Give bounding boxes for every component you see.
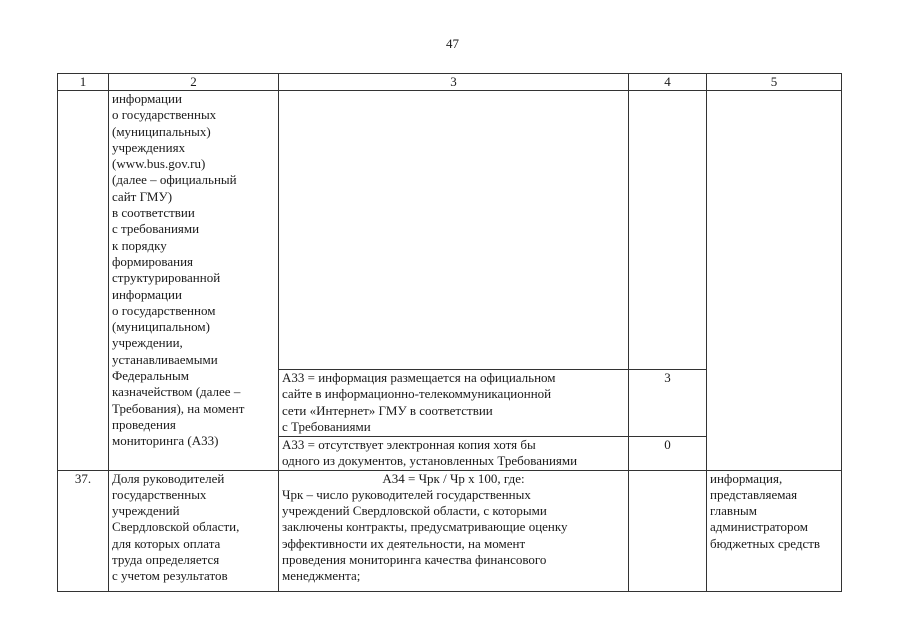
row36-number-cell <box>58 91 109 471</box>
row36-score-empty <box>629 91 707 370</box>
header-col-5: 5 <box>707 74 842 91</box>
row37-formula: А34 = Чрк / Чр х 100, где: <box>382 470 525 486</box>
row36-criterion-1: А33 = информация размещается на официальном сайте в информационно-телекоммуникационной сети «Интернет» ГМУ в соответствии с Требованиями <box>279 370 629 437</box>
row37-number: 37. <box>58 470 109 591</box>
row37-formula-explanation: Чрк – число руководителей государственных учреждений Свердловской области, с которыми заключены контракты, предусматривающие оценку эффективности их деятельности, на момент проведения мониторинга качества финансового менеджмента; <box>282 486 568 584</box>
header-col-2: 2 <box>109 74 279 91</box>
row36-source-cell <box>707 91 842 471</box>
row36-indicator-description: информации о государственных (муниципальных) учреждениях (www.bus.gov.ru) (далее – официальный сайт ГМУ) в соответствии с требованиями к порядку формирования структурированной информации о государственном (муниципальном) учреждении, устанавливаемыми Федеральным казначейством (далее – Требования), на момент проведения мониторинга (А33) <box>109 91 279 471</box>
row37-criteria-cell <box>279 470 629 591</box>
row37-indicator-description: Доля руководителей государственных учреждений Свердловской области, для которых оплата труда определяется с учетом результатов <box>109 470 279 591</box>
row36-score-1: 3 <box>629 370 707 437</box>
row37-score-empty <box>629 470 707 591</box>
table-row <box>58 470 842 591</box>
header-col-4: 4 <box>629 74 707 91</box>
row37-information-source: информация, представляемая главным администратором бюджетных средств <box>707 470 842 591</box>
row36-score-2: 0 <box>629 437 707 471</box>
indicator-table <box>57 73 842 592</box>
table-header-row <box>58 74 842 91</box>
header-col-1: 1 <box>58 74 109 91</box>
table-row <box>58 91 842 370</box>
page-number: 47 <box>446 36 459 51</box>
row36-criteria-empty <box>279 91 629 370</box>
header-col-3: 3 <box>279 74 629 91</box>
row36-criterion-2: А33 = отсутствует электронная копия хотя бы одного из документов, установленных Требованиями <box>279 437 629 471</box>
